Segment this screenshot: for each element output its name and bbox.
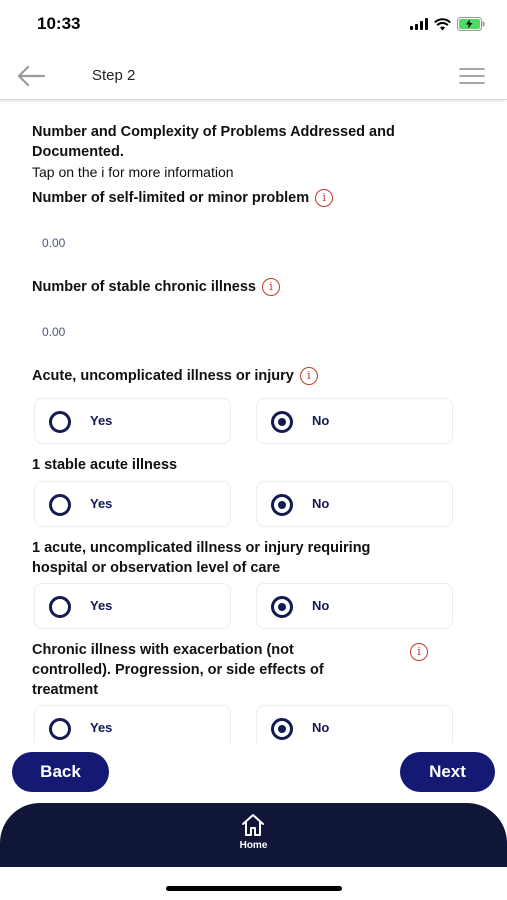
tab-home-label[interactable]: Home: [239, 840, 268, 851]
cellular-signal-icon: [410, 18, 428, 30]
radio-unselected-icon[interactable]: [49, 494, 71, 516]
question-chronic-exacerbation: [32, 640, 324, 700]
home-icon[interactable]: [240, 813, 266, 837]
radio-unselected-icon[interactable]: [49, 596, 71, 618]
question-text-line: treatment: [32, 682, 99, 698]
minor-problem-input[interactable]: 0.00: [42, 236, 66, 250]
wifi-icon: [434, 18, 451, 31]
bottom-tab-bar: [0, 803, 507, 867]
field-label-minor-problem: [32, 188, 333, 208]
section-heading: Number and Complexity of Problems Addressed and Documented.: [32, 124, 395, 160]
question-text-line: Chronic illness with exacerbation (not: [32, 642, 294, 658]
info-hint: Tap on the i for more information: [32, 164, 234, 180]
question-text-line: hospital or observation level of care: [32, 560, 281, 576]
next-button[interactable]: Next: [400, 752, 495, 792]
option-label: Yes: [90, 598, 113, 613]
stable-chronic-input[interactable]: 0.00: [42, 325, 66, 339]
option-yes[interactable]: [34, 583, 231, 629]
radio-selected-icon[interactable]: [271, 411, 293, 433]
battery-charging-icon: [457, 17, 485, 31]
option-label: No: [312, 598, 330, 613]
radio-selected-icon[interactable]: [271, 494, 293, 516]
back-button[interactable]: Back: [12, 752, 109, 792]
form-content[interactable]: [0, 118, 507, 743]
option-no[interactable]: [256, 398, 453, 444]
option-label: Yes: [90, 496, 113, 511]
status-time: 10:33: [37, 14, 81, 33]
option-label: Yes: [90, 720, 113, 735]
info-icon[interactable]: i: [315, 189, 333, 207]
option-yes[interactable]: [34, 705, 231, 743]
header: [0, 52, 507, 100]
status-bar: [0, 0, 507, 50]
radio-unselected-icon[interactable]: [49, 718, 71, 740]
option-no[interactable]: [256, 481, 453, 527]
question-text: Acute, uncomplicated illness or injury: [32, 368, 294, 384]
field-label-text: Number of stable chronic illness: [32, 279, 256, 295]
option-label: Yes: [90, 413, 113, 428]
field-label-text: Number of self-limited or minor problem: [32, 190, 310, 206]
field-label-stable-chronic: [32, 277, 280, 297]
page-title: Step 2: [92, 67, 136, 84]
option-label: No: [312, 720, 330, 735]
info-icon[interactable]: i: [262, 278, 280, 296]
option-no[interactable]: [256, 583, 453, 629]
option-no[interactable]: [256, 705, 453, 743]
option-label: No: [312, 413, 330, 428]
radio-selected-icon[interactable]: [271, 596, 293, 618]
hamburger-menu-icon[interactable]: [459, 67, 485, 85]
back-arrow-icon[interactable]: [16, 65, 46, 87]
home-indicator: [166, 886, 342, 891]
radio-unselected-icon[interactable]: [49, 411, 71, 433]
option-yes[interactable]: [34, 481, 231, 527]
question-text-line: 1 acute, uncomplicated illness or injury requiring: [32, 540, 371, 556]
option-label: No: [312, 496, 330, 511]
option-yes[interactable]: [34, 398, 231, 444]
radio-selected-icon[interactable]: [271, 718, 293, 740]
question-acute-hospital: [32, 538, 370, 578]
question-stable-acute: 1 stable acute illness: [32, 457, 178, 473]
question-text-line: controlled). Progression, or side effects of: [32, 662, 324, 678]
question-acute-uncomplicated: [32, 366, 318, 386]
info-icon[interactable]: i: [300, 367, 318, 385]
info-icon[interactable]: i: [410, 643, 428, 661]
status-icons: [410, 17, 485, 31]
